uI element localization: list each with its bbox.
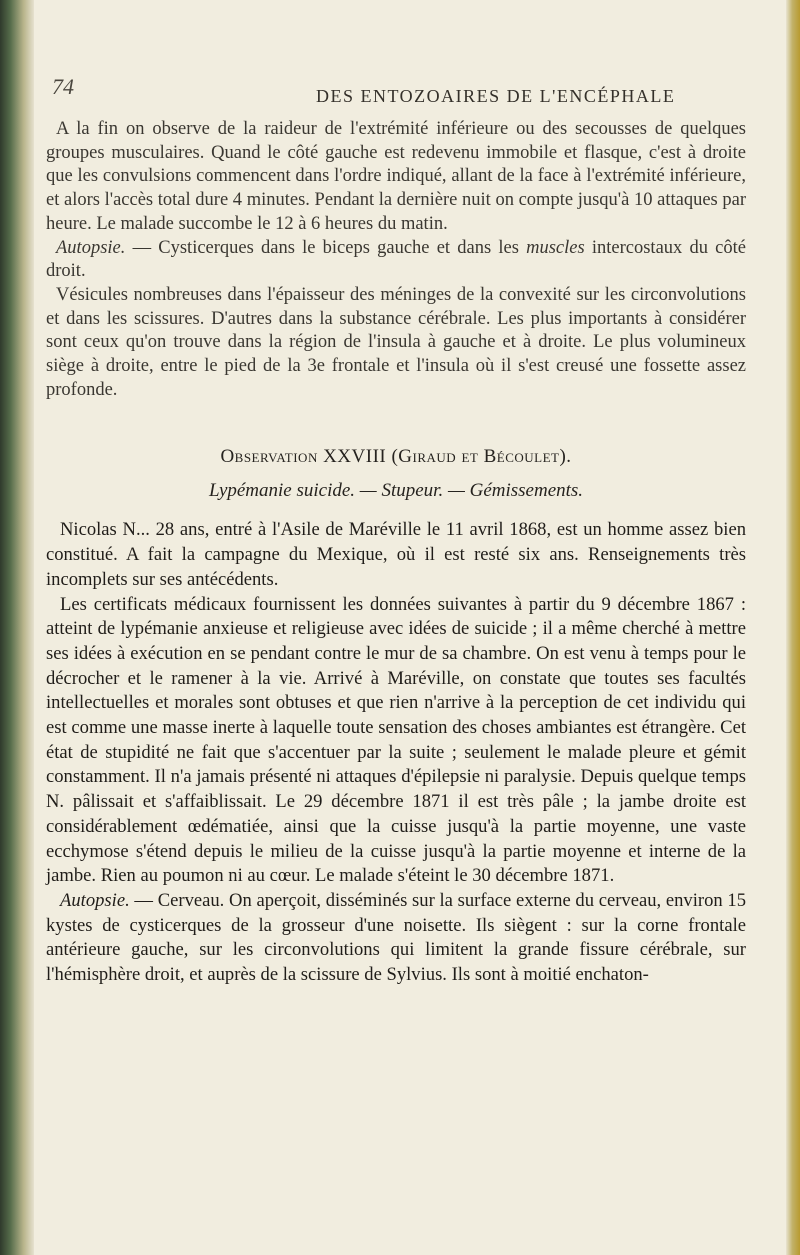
lower-text-block (46, 518, 746, 987)
upper-text-block (46, 118, 746, 402)
paragraph: Vésicules nombreuses dans l'épaisseur des méninges de la convexité sur les circonvolutions et dans les scissures. D'autres dans la substance cérébrale. Les plus importants à considérer sont ceux qu'on trouve dans la région de l'insula à gauche et à droite. Le plus volumineux siège à droite, entre le pied de la 3e frontale et l'insula où il s'est creusé une fossette assez profonde. (46, 284, 746, 400)
running-title: DES ENTOZOAIRES DE L'ENCÉPHALE (316, 86, 676, 106)
page-edge-right (786, 0, 800, 1255)
paragraph-text: — Cerveau. On aperçoit, disséminés sur la surface externe du cerveau, environ 15 kystes de cysticerques de la grosseur d'une noisette. Ils siègent : sur la corne frontale antérieure gauche, sur les circonvolutions qui limitent la grande fissure cérébrale, sur l'hémisphère droit, et auprès de la scissure de Sylvius. Ils sont à moitié enchaton- (46, 889, 746, 986)
paragraph-text: intercostaux du côté droit. (46, 237, 746, 282)
paragraph: Nicolas N... 28 ans, entré à l'Asile de Maréville le 11 avril 1868, est un homme assez bien constitué. A fait la campagne du Mexique, où il est resté six ans. Renseignements très incomplets sur ses antécédents. (46, 519, 746, 590)
italic-word: muscles (526, 237, 585, 258)
autopsie-label: Autopsie. (60, 889, 130, 911)
observation-title: Observation XXVIII (Giraud et Bécoulet). (220, 446, 572, 468)
paragraph (46, 889, 746, 988)
paragraph-text: — Cysticerques dans le biceps gauche et dans les (125, 237, 527, 258)
paragraph (46, 237, 746, 284)
page-number: 74 (52, 74, 74, 99)
book-page (46, 70, 746, 988)
paragraph: A la fin on observe de la raideur de l'extrémité inférieure ou des secousses de quelques groupes musculaires. Quand le côté gauche est redevenu immobile et flasque, c'est à droite que les convulsions commencent dans l'ordre indiqué, allant de la face à l'extrémité inférieure, et alors l'accès total dure 4 minutes. Pendant la dernière nuit on compte jusqu'à 10 attaques par heure. Le malade succombe le 12 à 6 heures du matin. (46, 119, 746, 234)
autopsie-label: Autopsie. (56, 237, 126, 258)
paragraph: Les certificats médicaux fournissent les données suivantes à partir du 9 décembre 1867 : atteint de lypémanie anxieuse et religieuse avec idées de suicide ; il a même cherché à mettre ses idées à exécution en se pendant contre le mur de sa chambre. On est venu à temps pour le décrocher et le ramener à la vie. Arrivé à Maréville, on constate que toutes ses facultés intellectuelles et morales sont obtuses et que rien n'arrive à la perception de cet individu qui est comme une masse inerte à laquelle toute sensation des choses ambiantes est étrangère. Cet état de stupidité ne fait que s'accentuer par la suite ; seulement le malade pleure et gémit constamment. Il n'a jamais présenté ni attaques d'épilepsie ni paralysie. Depuis quelque temps N. pâlissait et s'affaiblissait. Le 29 décembre 1871 il est très pâle ; la jambe droite est considérablement œdématiée, ainsi que la cuisse jusqu'à la partie moyenne, une vaste ecchymose s'étend depuis le milieu de la cuisse jusqu'à la partie moyenne et interne de la jambe. Rien au poumon ni au cœur. Le malade s'éteint le 30 décembre 1871. (46, 593, 746, 887)
page-header (46, 70, 746, 110)
book-binding-left (0, 0, 34, 1255)
observation-subtitle: Lypémanie suicide. — Stupeur. — Gémissements. (208, 480, 584, 502)
